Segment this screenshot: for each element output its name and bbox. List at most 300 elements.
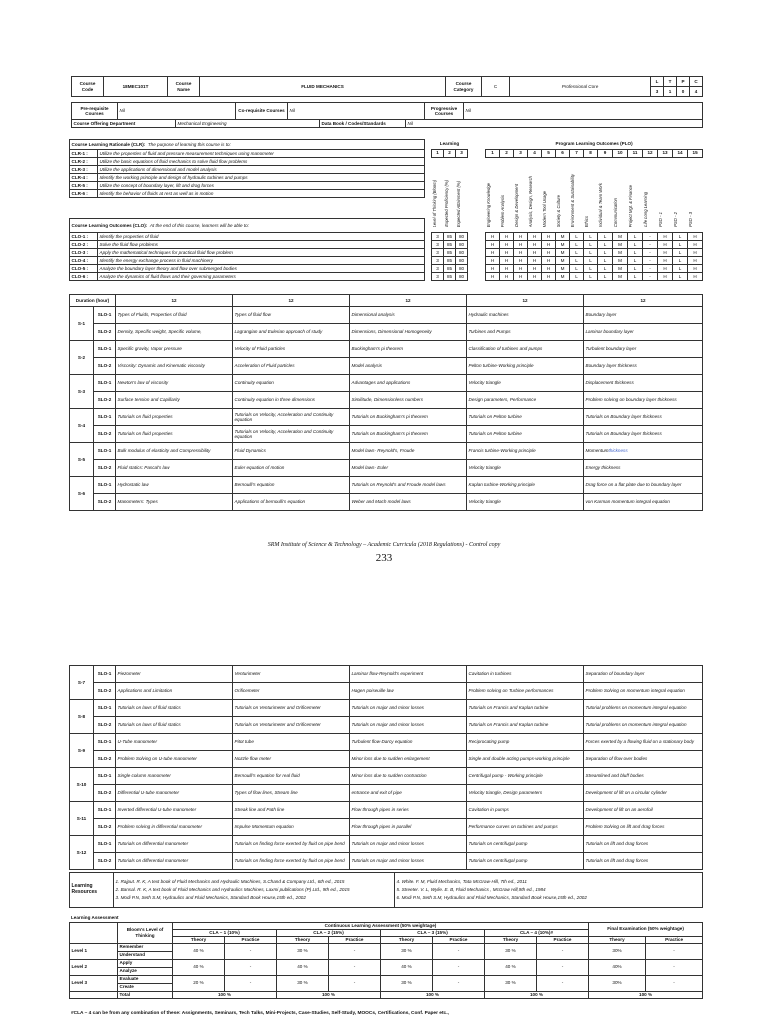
slo-label: SLO-2 [94,426,116,443]
course-category: C [482,77,510,97]
plo-num: 4 [528,149,542,157]
plo-label-cell [500,157,514,227]
plo-num: 14 [673,149,688,157]
plo-label: Environment & Sustainability [570,173,575,227]
plo-label: Individual & Team Work [598,182,603,227]
schedule-cell: Tutorials on major and minor losses [350,717,467,734]
clo-level-cell: 3 [432,241,444,249]
prereq-label: Pre-requisite Courses [72,103,118,120]
plo-label-cell [584,157,598,227]
plo-label: PSO - 1 [658,212,663,227]
assessment-value: 30 % [485,943,537,959]
schedule-cell: Displacement thickness [584,375,703,392]
clo-plo-cell: H [688,233,703,241]
plo-label-cell [598,157,613,227]
clo-code: CLO-3 : [70,249,98,257]
assessment-value: - [646,943,703,959]
schedule-cell: Tutorials on Venturimeter and Orificemeter [233,700,350,717]
plo-num: 6 [556,149,570,157]
assessment-value: 30% [589,975,646,991]
practice-label: Practice [329,936,381,943]
slo-label: SLO-2 [94,853,116,870]
schedule-cell: U-Tube manometer [116,734,233,751]
plo-label: Ethics [584,215,589,227]
clo-plo-cell: H [486,233,500,241]
clo-plo-cell: H [486,273,500,281]
clo-plo-cell: H [486,241,500,249]
practice-label: Practice [646,936,703,943]
clo-plo-cell: H [500,273,514,281]
clo-matrix-gap [468,241,486,249]
clo-plo-cell: H [500,265,514,273]
schedule-cell: Tutorials on differential manometer [116,836,233,853]
theory-label: Theory [277,936,329,943]
schedule-cell: Similitude, Dimensionless numbers [350,392,467,409]
slo-label: SLO-1 [94,341,116,358]
bloom-item: Remember [118,943,173,951]
plo-label: Society & Culture [556,194,561,227]
schedule-cell: Cavitation in pumps [467,802,584,819]
total-value: 100 % [277,991,381,998]
plo-label-cell [528,157,542,227]
schedule-cell: Venturimeter [233,666,350,683]
clo-matrix-gap [468,233,486,241]
clr-text: Utilize the applications of dimensional and model analysis [98,166,425,174]
schedule-row [70,802,703,819]
schedule-cell: Tutorials on finding force exerted by fluid on pipe bend [233,836,350,853]
bloom-item: Understand [118,951,173,959]
plo-label-cell [570,157,584,227]
schedule-cell: Streak line and Path line [233,802,350,819]
clo-matrix-row [432,273,703,281]
schedule-cell: Tutorials on lift and drag forces [584,853,703,870]
clo-plo-cell: M [613,249,628,257]
schedule-cell: Tutorials on finding force exerted by fluid on pipe bend [233,853,350,870]
schedule-cell: Problem Solving on lift and drag forces [584,819,703,836]
assessment-value: 30% [589,943,646,959]
assessment-value: - [433,975,485,991]
clo-plo-cell: H [500,249,514,257]
clo-plo-cell: M [613,257,628,265]
assessment-value: - [433,943,485,959]
schedule-row [70,341,703,358]
schedule-cell: Tutorials on Venturimeter and Orificemeter [233,717,350,734]
schedule-cell: Problem Solving on momentum integral equation [584,683,703,700]
total-corner [70,991,118,998]
prereq-value: Nil [118,103,236,120]
schedule-cell: Types of fluid flow [233,307,350,324]
schedule-cell: Impulse Momentum equation [233,819,350,836]
schedule-cell: Continuity equation [233,375,350,392]
cla-label: CLA – 1 (10%) [173,929,277,936]
learning-label: Expected Attainment (%) [456,180,461,227]
schedule-cell: Classification of turbines and pumps [467,341,584,358]
schedule-cell: Buckingham's pi theorem [350,341,467,358]
schedule-row [70,734,703,751]
clo-plo-cell: L [628,233,643,241]
ltpc-value: 4 [690,87,703,97]
total-value: 100 % [173,991,277,998]
clo-plo-cell: H [542,273,556,281]
level-label: Level 3 [70,975,118,991]
department-value: Mechanical Engineering [176,120,320,128]
clo-level-cell: 85 [444,241,456,249]
clr-heading: Course Learning Rationale (CLR): [71,141,146,147]
clo-plo-cell: - [643,265,658,273]
course-name: FLUID MECHANICS [200,77,446,97]
schedule-row [70,700,703,717]
schedule-cell: Problem solving on boundary layer thickness [584,392,703,409]
schedule-cell [584,443,703,460]
clo-level-cell: 3 [432,233,444,241]
clo-plo-cell: H [688,257,703,265]
schedule-row [70,460,703,477]
practice-label: Practice [433,936,485,943]
assessment-value: - [537,943,589,959]
schedule-cell: Centrifugal pump - Working principle [467,768,584,785]
assessment-value: - [537,959,589,975]
clo-lead: At the end of this course, learners will be able to: [149,222,249,228]
schedule-cell: Forces exerted by a flowing fluid on a stationary body [584,734,703,751]
clo-text: Solve the fluid flow problems [98,241,425,249]
plo-table [485,139,703,227]
plo-label-cell [658,157,673,227]
slo-label: SLO-2 [94,785,116,802]
plo-label-cell [673,157,688,227]
clo-level-cell: 85 [444,265,456,273]
clo-plo-cell: H [688,249,703,257]
clo-plo-cell: H [542,265,556,273]
clr-text: Identify the working principle and design of hydraulic turbines and pumps [98,174,425,182]
assessment-row [70,975,703,983]
assessment-value: - [225,975,277,991]
schedule-cell: Applications of bernoulli's equation [233,494,350,511]
clo-plo-cell: L [598,273,613,281]
assessment-value: 40 % [173,959,225,975]
clo-plo-cell: H [528,273,542,281]
clo-table [69,218,425,281]
schedule-cell: Reciprocating pump [467,734,584,751]
clo-plo-cell: H [658,233,673,241]
clo-code: CLO-6 : [70,273,98,281]
course-category-label: Course Category [446,77,482,97]
session-label: S-7 [70,666,94,700]
session-label: S-11 [70,802,94,836]
schedule-cell: Density, Specific weight, Specific volume, [116,324,233,341]
clo-level-cell: 3 [432,273,444,281]
schedule-cell: Boundary layer [584,307,703,324]
slo-label: SLO-2 [94,392,116,409]
clr-code: CLR-4 : [70,174,98,182]
schedule-cell: Single column manometer [116,768,233,785]
clo-heading: Course Learning Outcomes (CLO): [71,222,148,228]
clo-plo-cell: H [514,257,528,265]
schedule-cell: Separation of flow over bodies [584,751,703,768]
clo-plo-cell: L [598,233,613,241]
clo-plo-cell: - [643,241,658,249]
resource-item: 6. Modi P.N, Seth S.M, Hydraulics and Fluid Mechanics, Standard Book House,15th ed., 2002 [396,894,587,900]
schedule-cell-text: Momentum [585,448,609,454]
department-label: Course Offering Department [72,120,176,128]
ltpc-head: C [690,77,703,87]
schedule-cell: Tutorials on Velocity, Acceleration and Continuity equation [233,409,350,426]
bloom-item: Apply [118,959,173,967]
clo-matrix-gap [468,249,486,257]
plo-label-cell [542,157,556,227]
assessment-value: - [225,943,277,959]
clo-plo-cell: H [514,273,528,281]
assessment-value: - [329,943,381,959]
schedule-cell: Tutorials on Boundary layer thickness [584,426,703,443]
clo-matrix-row [432,257,703,265]
schedule-cell: Turbulent boundary layer [584,341,703,358]
slo-label: SLO-2 [94,751,116,768]
clo-plo-cell: L [598,257,613,265]
slo-label: SLO-1 [94,734,116,751]
assessment-value: 30 % [381,943,433,959]
coreq-label: Co-requisite Courses [236,103,288,120]
clo-plo-cell: L [598,241,613,249]
clo-level-cell: 85 [444,233,456,241]
learning-num: 2 [444,149,456,157]
schedule-cell: Applications and Limitation [116,683,233,700]
slo-label: SLO-2 [94,717,116,734]
clo-plo-cell: H [542,241,556,249]
plo-num: 13 [658,149,673,157]
clo-plo-cell: L [570,273,584,281]
slo-label: SLO-1 [94,700,116,717]
session-label: S-9 [70,734,94,768]
schedule-cell: entrance and exit of pipe [350,785,467,802]
level-label: Level 2 [70,959,118,975]
assessment-value: - [433,959,485,975]
schedule-cell: Lagrangian and Eulerian approach of study [233,324,350,341]
schedule-cell: Weber and Mach model laws [350,494,467,511]
clo-level-cell: 80 [456,273,468,281]
schedule-cell: Fluid statics: Pascal's law [116,460,233,477]
clr-text: Identify the behavior of fluids at rest as well as in motion [98,190,425,198]
schedule-cell: Piezometer [116,666,233,683]
total-label: Total [118,991,173,998]
schedule-row [70,375,703,392]
clo-matrix [431,232,703,281]
clo-plo-cell: H [486,249,500,257]
slo-label: SLO-2 [94,683,116,700]
schedule-cell: Tutorials on major and minor losses [350,853,467,870]
ltpc-head: L [651,77,664,87]
assessment-value: - [329,975,381,991]
plo-label-cell [643,157,658,227]
ltpc-head: T [664,77,677,87]
clr-text: Utilize the basic equations of fluid mechanics to solve fluid flow problems [98,158,425,166]
schedule-cell: Types of Fluids, Properties of fluid [116,307,233,324]
clo-plo-cell: H [528,249,542,257]
clo-text: Apply the mathematical techniques for practical fluid flow problem [98,249,425,257]
slo-label: SLO-1 [94,307,116,324]
momentum-thickness-link[interactable]: thickness [608,448,628,454]
resources-table [69,872,703,908]
clo-plo-cell: H [658,273,673,281]
clo-plo-cell: H [528,241,542,249]
resource-item: 3. Modi P.N, Seth S.M, Hydraulics and Fluid Mechanics, Standard Book House,15th ed., 2002 [115,894,306,900]
clo-matrix-row [432,241,703,249]
clo-plo-cell: M [556,233,570,241]
clo-plo-cell: H [658,241,673,249]
schedule-row [70,768,703,785]
schedule-cell: Tutorials on major and minor losses [350,700,467,717]
cla-label: CLA – 2 (15%) [277,929,381,936]
clr-text: Utilize the concept of boundary layer, lift and drag forces [98,182,425,190]
schedule-cell: Minor loss due to sudden enlargement [350,751,467,768]
clo-plo-cell: L [673,233,688,241]
clo-plo-cell: H [658,265,673,273]
clo-plo-cell: L [570,233,584,241]
theory-label: Theory [589,936,646,943]
schedule-cell: Tutorials on lift and drag forces [584,836,703,853]
plo-label: Design & Development [514,184,519,227]
clo-plo-cell: H [514,265,528,273]
clo-plo-cell: L [628,257,643,265]
clo-text: Identify the energy exchange process in fluid machinery [98,257,425,265]
schedule-row [70,307,703,324]
slo-label: SLO-1 [94,375,116,392]
schedule-cell: Continuity equation in three dimensions [233,392,350,409]
bloom-item: Evaluate [118,975,173,983]
slo-label: SLO-1 [94,802,116,819]
assessment-value: 20 % [173,975,225,991]
plo-label-cell [628,157,643,227]
assessment-table [69,913,703,999]
schedule-cell: Turbines and Pumps [467,324,584,341]
cla-label: CLA – 4 (10%)# [485,929,589,936]
clo-level-cell: 80 [456,249,468,257]
clo-plo-cell: H [528,233,542,241]
schedule-cell: Tutorials on Francis and Kaplan turbine [467,717,584,734]
schedule-row [70,666,703,683]
plo-num: 1 [486,149,500,157]
schedule-row [70,819,703,836]
schedule-cell: Hydraulic machines [467,307,584,324]
plo-num: 7 [570,149,584,157]
session-label: S-3 [70,375,94,409]
assessment-value: - [225,959,277,975]
clo-plo-cell: L [673,249,688,257]
session-label: S-6 [70,477,94,511]
schedule-cell: Acceleration of Fluid particles [233,358,350,375]
assessment-corner [70,922,118,943]
schedule-cell: Problem solving on Turbine performances [467,683,584,700]
schedule-row [70,358,703,375]
schedule-cell: Bulk modulus of elasticity and Compressibility [116,443,233,460]
schedule-cell: Tutorials on fluid properties [116,409,233,426]
schedule-cell: Single and double acting pumps-working principle [467,751,584,768]
resources-label: Learning Resources [70,873,114,908]
plo-label: Communication [613,197,618,227]
assessment-value: 40 % [381,959,433,975]
clo-plo-cell: M [556,273,570,281]
schedule-cell: Hagen poiseuille law [350,683,467,700]
ltpc-head: P [677,77,690,87]
duration-hours: 12 [467,295,584,307]
clr-code: CLR-3 : [70,166,98,174]
total-value: 100 % [589,991,703,998]
ltpc-value: 3 [651,87,664,97]
schedule-cell: Design parameters, Performance [467,392,584,409]
schedule-row [70,477,703,494]
progressive-value: Nil [464,103,703,120]
schedule-cell: Drag force on a flat plate due to boundary layer [584,477,703,494]
learning-num: 3 [456,149,468,157]
clo-level-cell: 80 [456,233,468,241]
schedule-cell: Dimensions, Dimensional Homogeneity [350,324,467,341]
final-label: Final Examination (50% weightage) [589,922,703,936]
schedule-cell: Newton's law of viscosity [116,375,233,392]
clo-plo-cell: H [514,233,528,241]
learning-heading: Learning [439,141,460,147]
department-table [71,119,703,128]
clo-level-cell: 3 [432,249,444,257]
plo-num: 2 [500,149,514,157]
schedule-cell: Tutorials on Pelton turbine [467,426,584,443]
practice-label: Practice [225,936,277,943]
assessment-value: 40 % [173,943,225,959]
schedule-cell: Advantages and applications [350,375,467,392]
schedule-cell: Orificemeter [233,683,350,700]
schedule-cell: Tutorials on Buckingham's pi theorem [350,409,467,426]
ltpc-value: 0 [677,87,690,97]
clo-level-cell: 80 [456,257,468,265]
clo-plo-cell: M [556,241,570,249]
slo-label: SLO-2 [94,494,116,511]
schedule-cell: Laminar flow-Reynold's experiment [350,666,467,683]
practice-label: Practice [537,936,589,943]
clo-plo-cell: L [628,249,643,257]
schedule-table-2 [69,665,703,870]
coreq-value: Nil [288,103,425,120]
schedule-cell: Tutorials on Boundary layer thickness [584,409,703,426]
schedule-cell: Streamlined and bluff bodies [584,768,703,785]
plo-num: 9 [598,149,613,157]
session-label: S-12 [70,836,94,870]
cla-label: CLA – 3 (15%) [381,929,485,936]
schedule-cell: Problem solving in differential manometer [116,819,233,836]
assessment-value: 40 % [277,959,329,975]
schedule-cell: Velocity triangle [467,375,584,392]
slo-label: SLO-1 [94,477,116,494]
clo-level-cell: 3 [432,257,444,265]
schedule-cell: Tutorials on differential manometer [116,853,233,870]
schedule-table-1 [69,294,703,511]
session-label: S-1 [70,307,94,341]
clo-plo-cell: H [500,241,514,249]
clr-purpose: The purpose of learning this course is to: [147,141,231,147]
clr-table [69,139,425,198]
schedule-row [70,836,703,853]
schedule-cell: Separation of boundary layer [584,666,703,683]
schedule-cell: Francis turbine-Working principle [467,443,584,460]
clo-level-cell: 80 [456,265,468,273]
clo-plo-cell: L [570,257,584,265]
assessment-value: 30 % [485,975,537,991]
schedule-cell: Tutorials on major and minor losses [350,836,467,853]
schedule-cell: Tutorials on Francis and Kaplan turbine [467,700,584,717]
clo-plo-cell: - [643,273,658,281]
clo-plo-cell: H [486,265,500,273]
clo-plo-cell: - [643,257,658,265]
slo-label: SLO-2 [94,324,116,341]
clo-plo-cell: L [673,265,688,273]
databook-label: Data Book / Codes/Standards [320,120,406,128]
